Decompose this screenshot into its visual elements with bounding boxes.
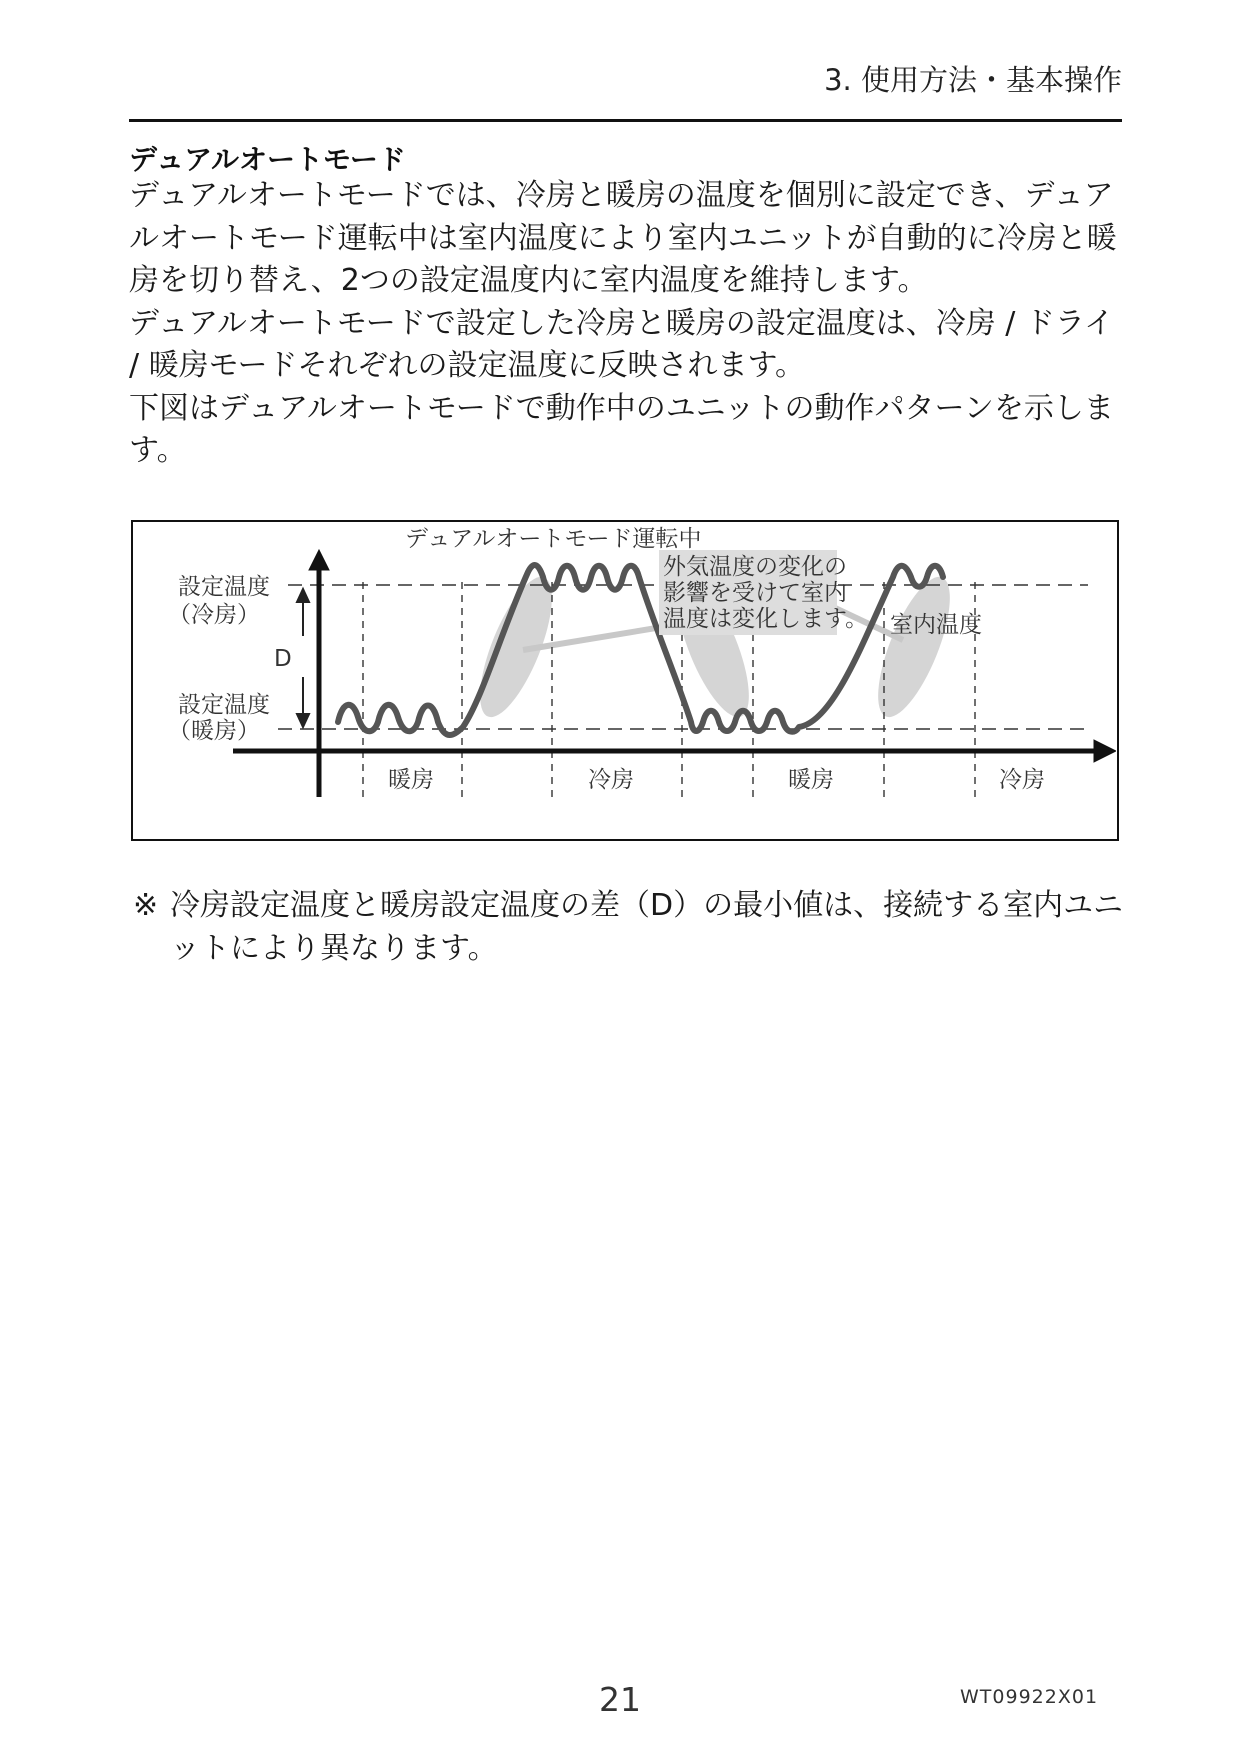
mode-label-cool-1: 冷房 <box>588 767 634 793</box>
body-paragraph-3: 下図はデュアルオートモードで動作中のユニットの動作パターンを示します。 <box>129 390 1114 468</box>
page-number: 21 <box>599 1680 641 1719</box>
heat-setpoint-sublabel: （暖房） <box>168 718 260 744</box>
mode-label-cool-2: 冷房 <box>999 767 1045 793</box>
body-paragraph-2: デュアルオートモードで設定した冷房と暖房の設定温度は、冷房 / ドライ / 暖房モードそれぞれの設定温度に反映されます。 <box>129 305 1114 383</box>
callout-line-2: 影響を受けて室内 <box>663 580 847 606</box>
mode-label-heat-1: 暖房 <box>388 767 434 793</box>
callout-line-1: 外気温度の変化の <box>663 554 847 580</box>
diagram-svg <box>133 522 1116 838</box>
document-code: WT09922X01 <box>960 1686 1099 1708</box>
diagram-title: デュアルオートモード運転中 <box>405 526 702 552</box>
body-paragraph-1: デュアルオートモードでは、冷房と暖房の温度を個別に設定でき、デュアルオートモード運転中は室内温度により室内ユニットが自動的に冷房と暖房を切り替え、2つの設定温度内に室内温度を維持します。 <box>129 178 1117 298</box>
difference-label: D <box>274 646 292 672</box>
cool-setpoint-sublabel: （冷房） <box>168 602 260 628</box>
section-body <box>129 175 1124 473</box>
section-title: デュアルオートモード <box>129 143 406 176</box>
heat-setpoint-label: 設定温度 <box>178 692 270 718</box>
highlight-ellipse-3 <box>864 568 965 725</box>
dual-auto-diagram <box>131 520 1119 841</box>
chapter-header: 3. 使用方法・基本操作 <box>824 63 1122 97</box>
y-axis-arrow <box>309 550 329 570</box>
note-text: 冷房設定温度と暖房設定温度の差（D）の最小値は、接続する室内ユニットにより異なります。 <box>170 888 1124 966</box>
note-mark: ※ <box>133 888 159 923</box>
indoor-temperature-curve <box>338 565 943 735</box>
header-rule <box>129 119 1122 122</box>
indoor-temperature-label: 室内温度 <box>890 612 982 638</box>
cool-setpoint-label: 設定温度 <box>178 574 270 600</box>
x-axis-arrow <box>1094 740 1116 762</box>
callout-line-3: 温度は変化します。 <box>663 606 869 632</box>
difference-bracket <box>297 589 309 727</box>
mode-label-heat-2: 暖房 <box>788 767 834 793</box>
